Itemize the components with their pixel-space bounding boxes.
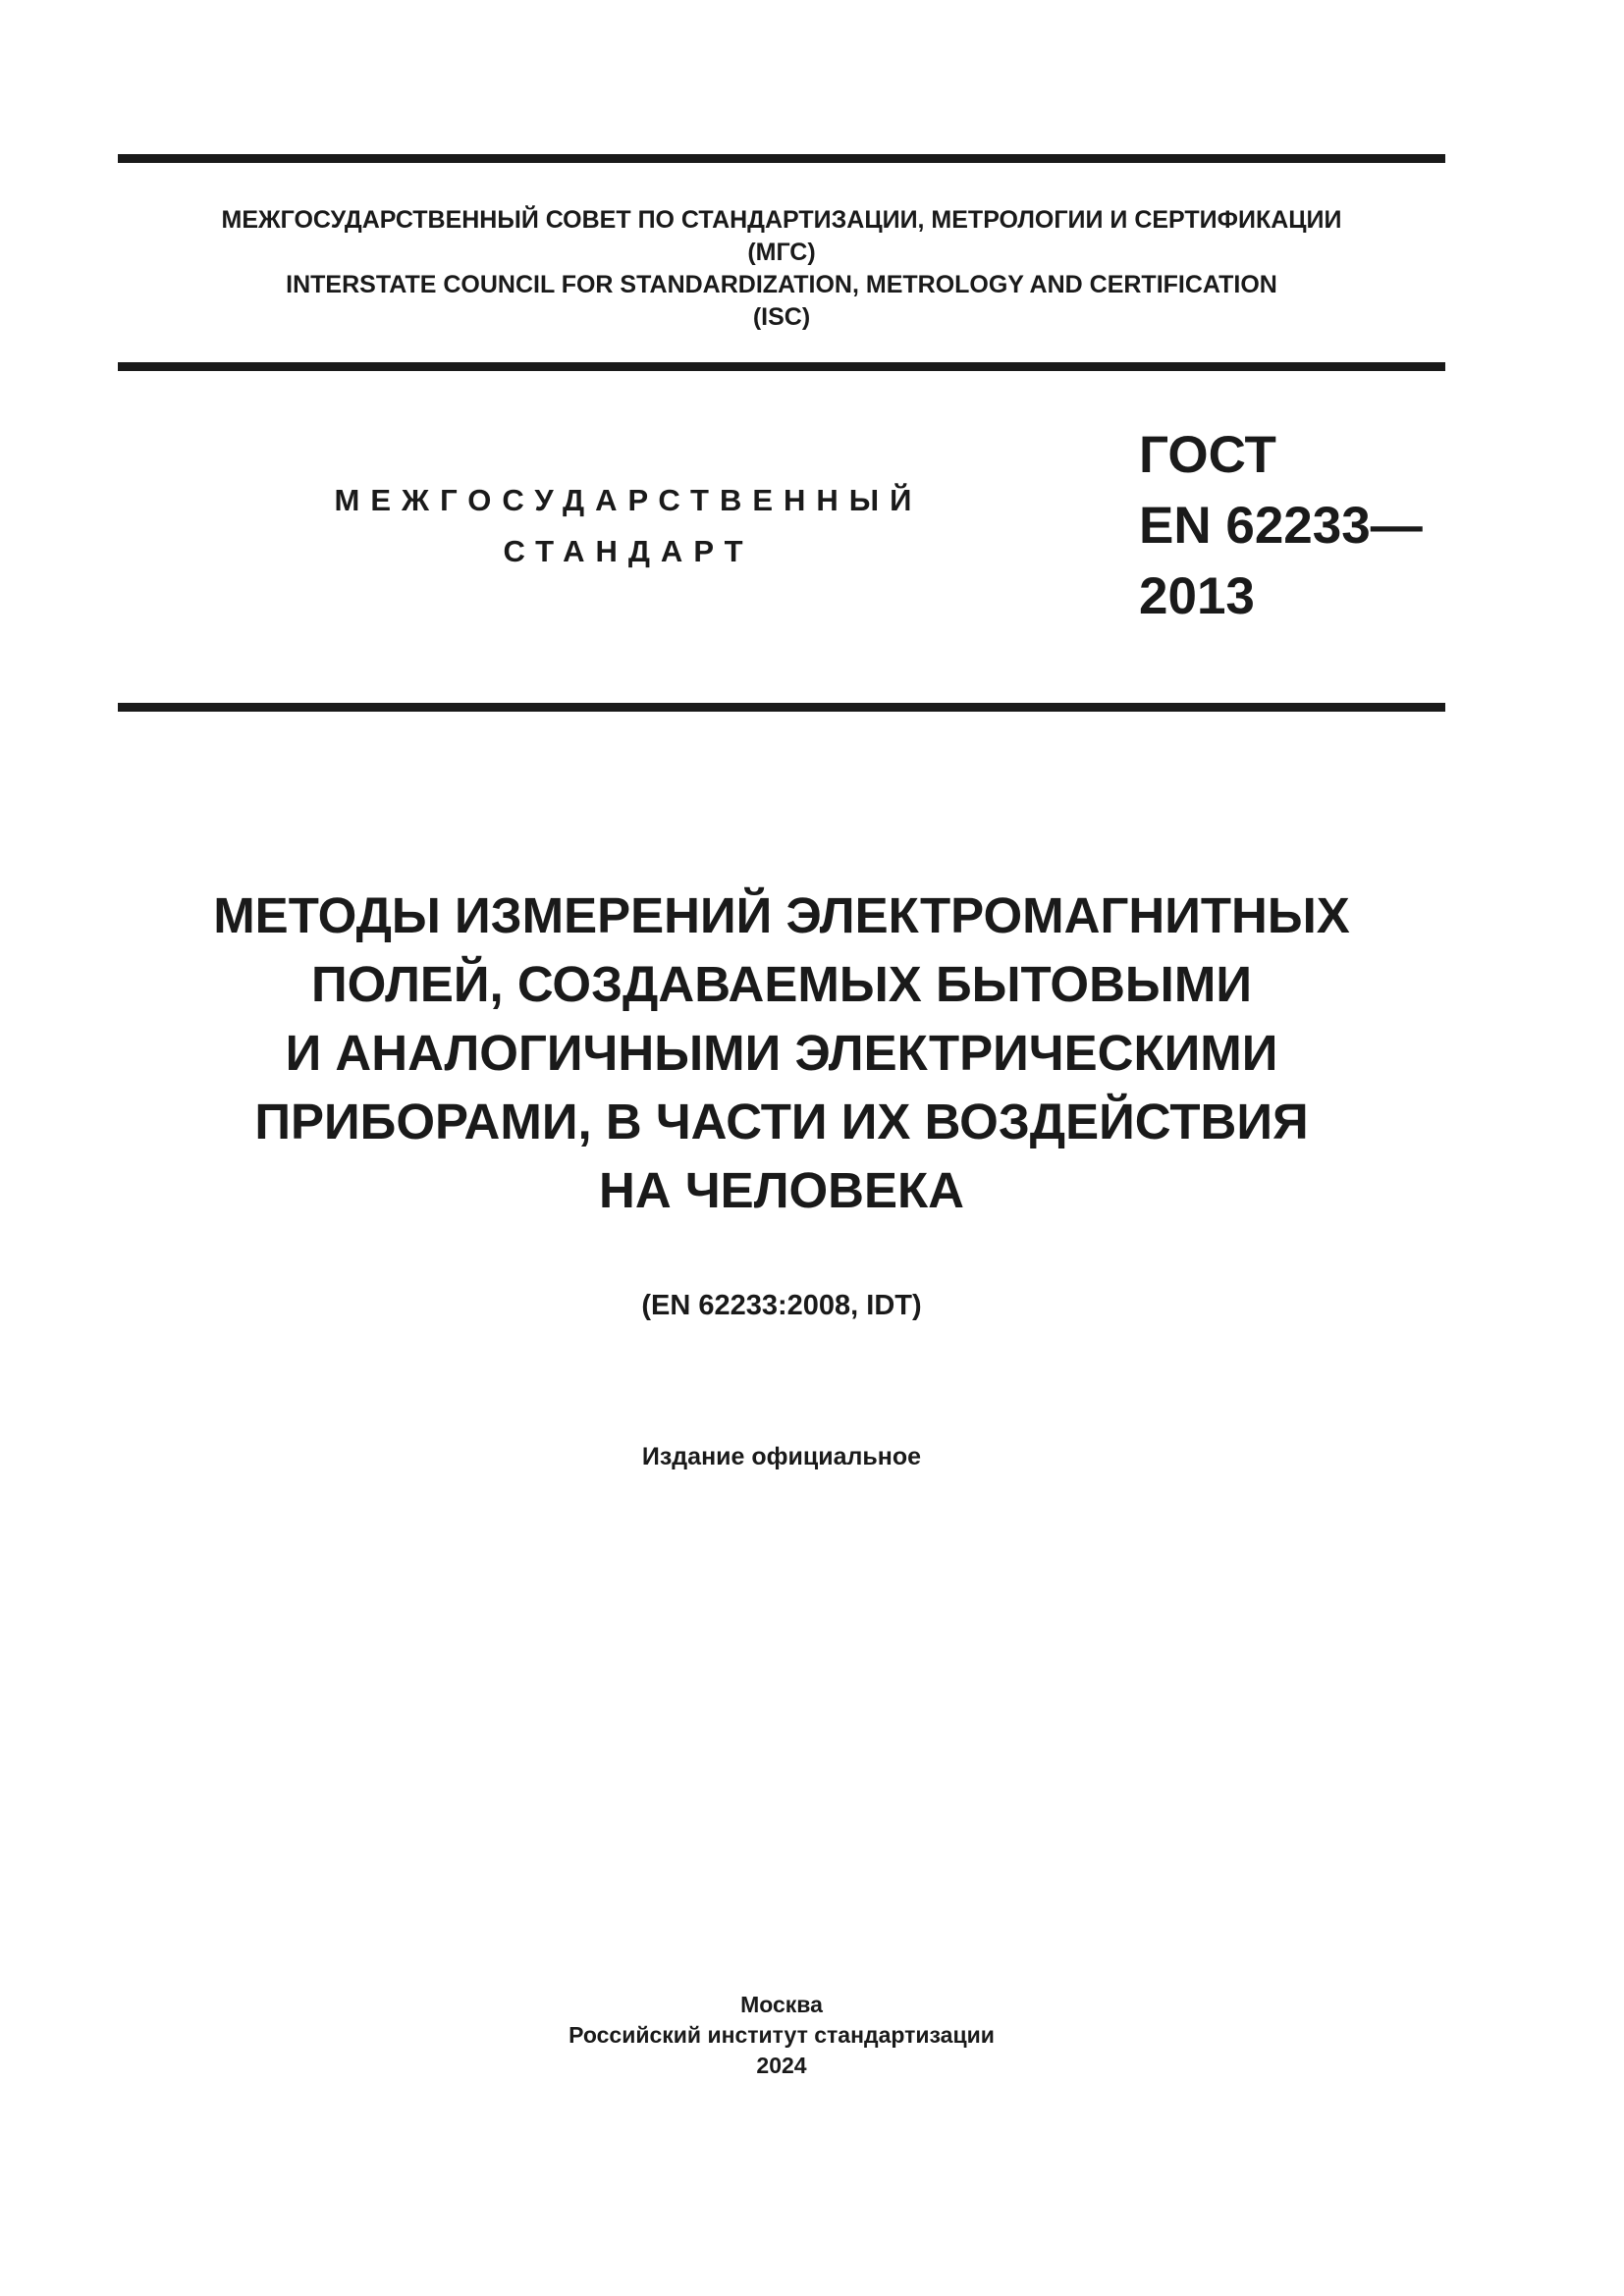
header-bottom-rule xyxy=(118,703,1445,712)
publisher-name: Российский институт стандартизации xyxy=(568,2022,995,2048)
title-line: ПРИБОРАМИ, В ЧАСТИ ИХ ВОЗДЕЙСТВИЯ xyxy=(254,1094,1309,1149)
council-name-ru: МЕЖГОСУДАРСТВЕННЫЙ СОВЕТ ПО СТАНДАРТИЗАЦИИ, МЕТРОЛОГИИ И СЕРТИФИКАЦИИ xyxy=(221,206,1342,234)
edition-label: Издание официальное xyxy=(641,1443,922,1470)
document-title xyxy=(118,881,1445,1225)
council-name-en: INTERSTATE COUNCIL FOR STANDARDIZATION, METROLOGY AND CERTIFICATION xyxy=(286,271,1277,298)
standard-number-line3: 2013 xyxy=(1139,567,1255,625)
council-abbr-ru: (МГС) xyxy=(747,239,816,266)
standard-type-line1: МЕЖГОСУДАРСТВЕННЫЙ xyxy=(334,483,923,517)
publisher-city: Москва xyxy=(740,1992,823,2017)
standard-type xyxy=(285,475,972,577)
publisher-block xyxy=(118,1990,1445,2081)
source-reference: (EN 62233:2008, IDT) xyxy=(641,1290,922,1321)
standard-number xyxy=(1139,420,1423,632)
standard-number-line1: ГОСТ xyxy=(1139,426,1276,484)
council-bottom-rule xyxy=(118,362,1445,371)
top-rule xyxy=(118,154,1445,163)
publisher-year: 2024 xyxy=(756,2053,807,2078)
standard-type-line2: СТАНДАРТ xyxy=(503,534,754,568)
title-line: ПОЛЕЙ, СОЗДАВАЕМЫХ БЫТОВЫМИ xyxy=(311,956,1252,1012)
title-line: И АНАЛОГИЧНЫМИ ЭЛЕКТРИЧЕСКИМИ xyxy=(285,1025,1278,1081)
title-line: МЕТОДЫ ИЗМЕРЕНИЙ ЭЛЕКТРОМАГНИТНЫХ xyxy=(213,887,1350,943)
title-line: НА ЧЕЛОВЕКА xyxy=(599,1162,964,1218)
council-abbr-en: (ISC) xyxy=(752,303,811,331)
standard-number-line2: EN 62233— xyxy=(1139,497,1423,555)
council-header xyxy=(118,204,1445,334)
